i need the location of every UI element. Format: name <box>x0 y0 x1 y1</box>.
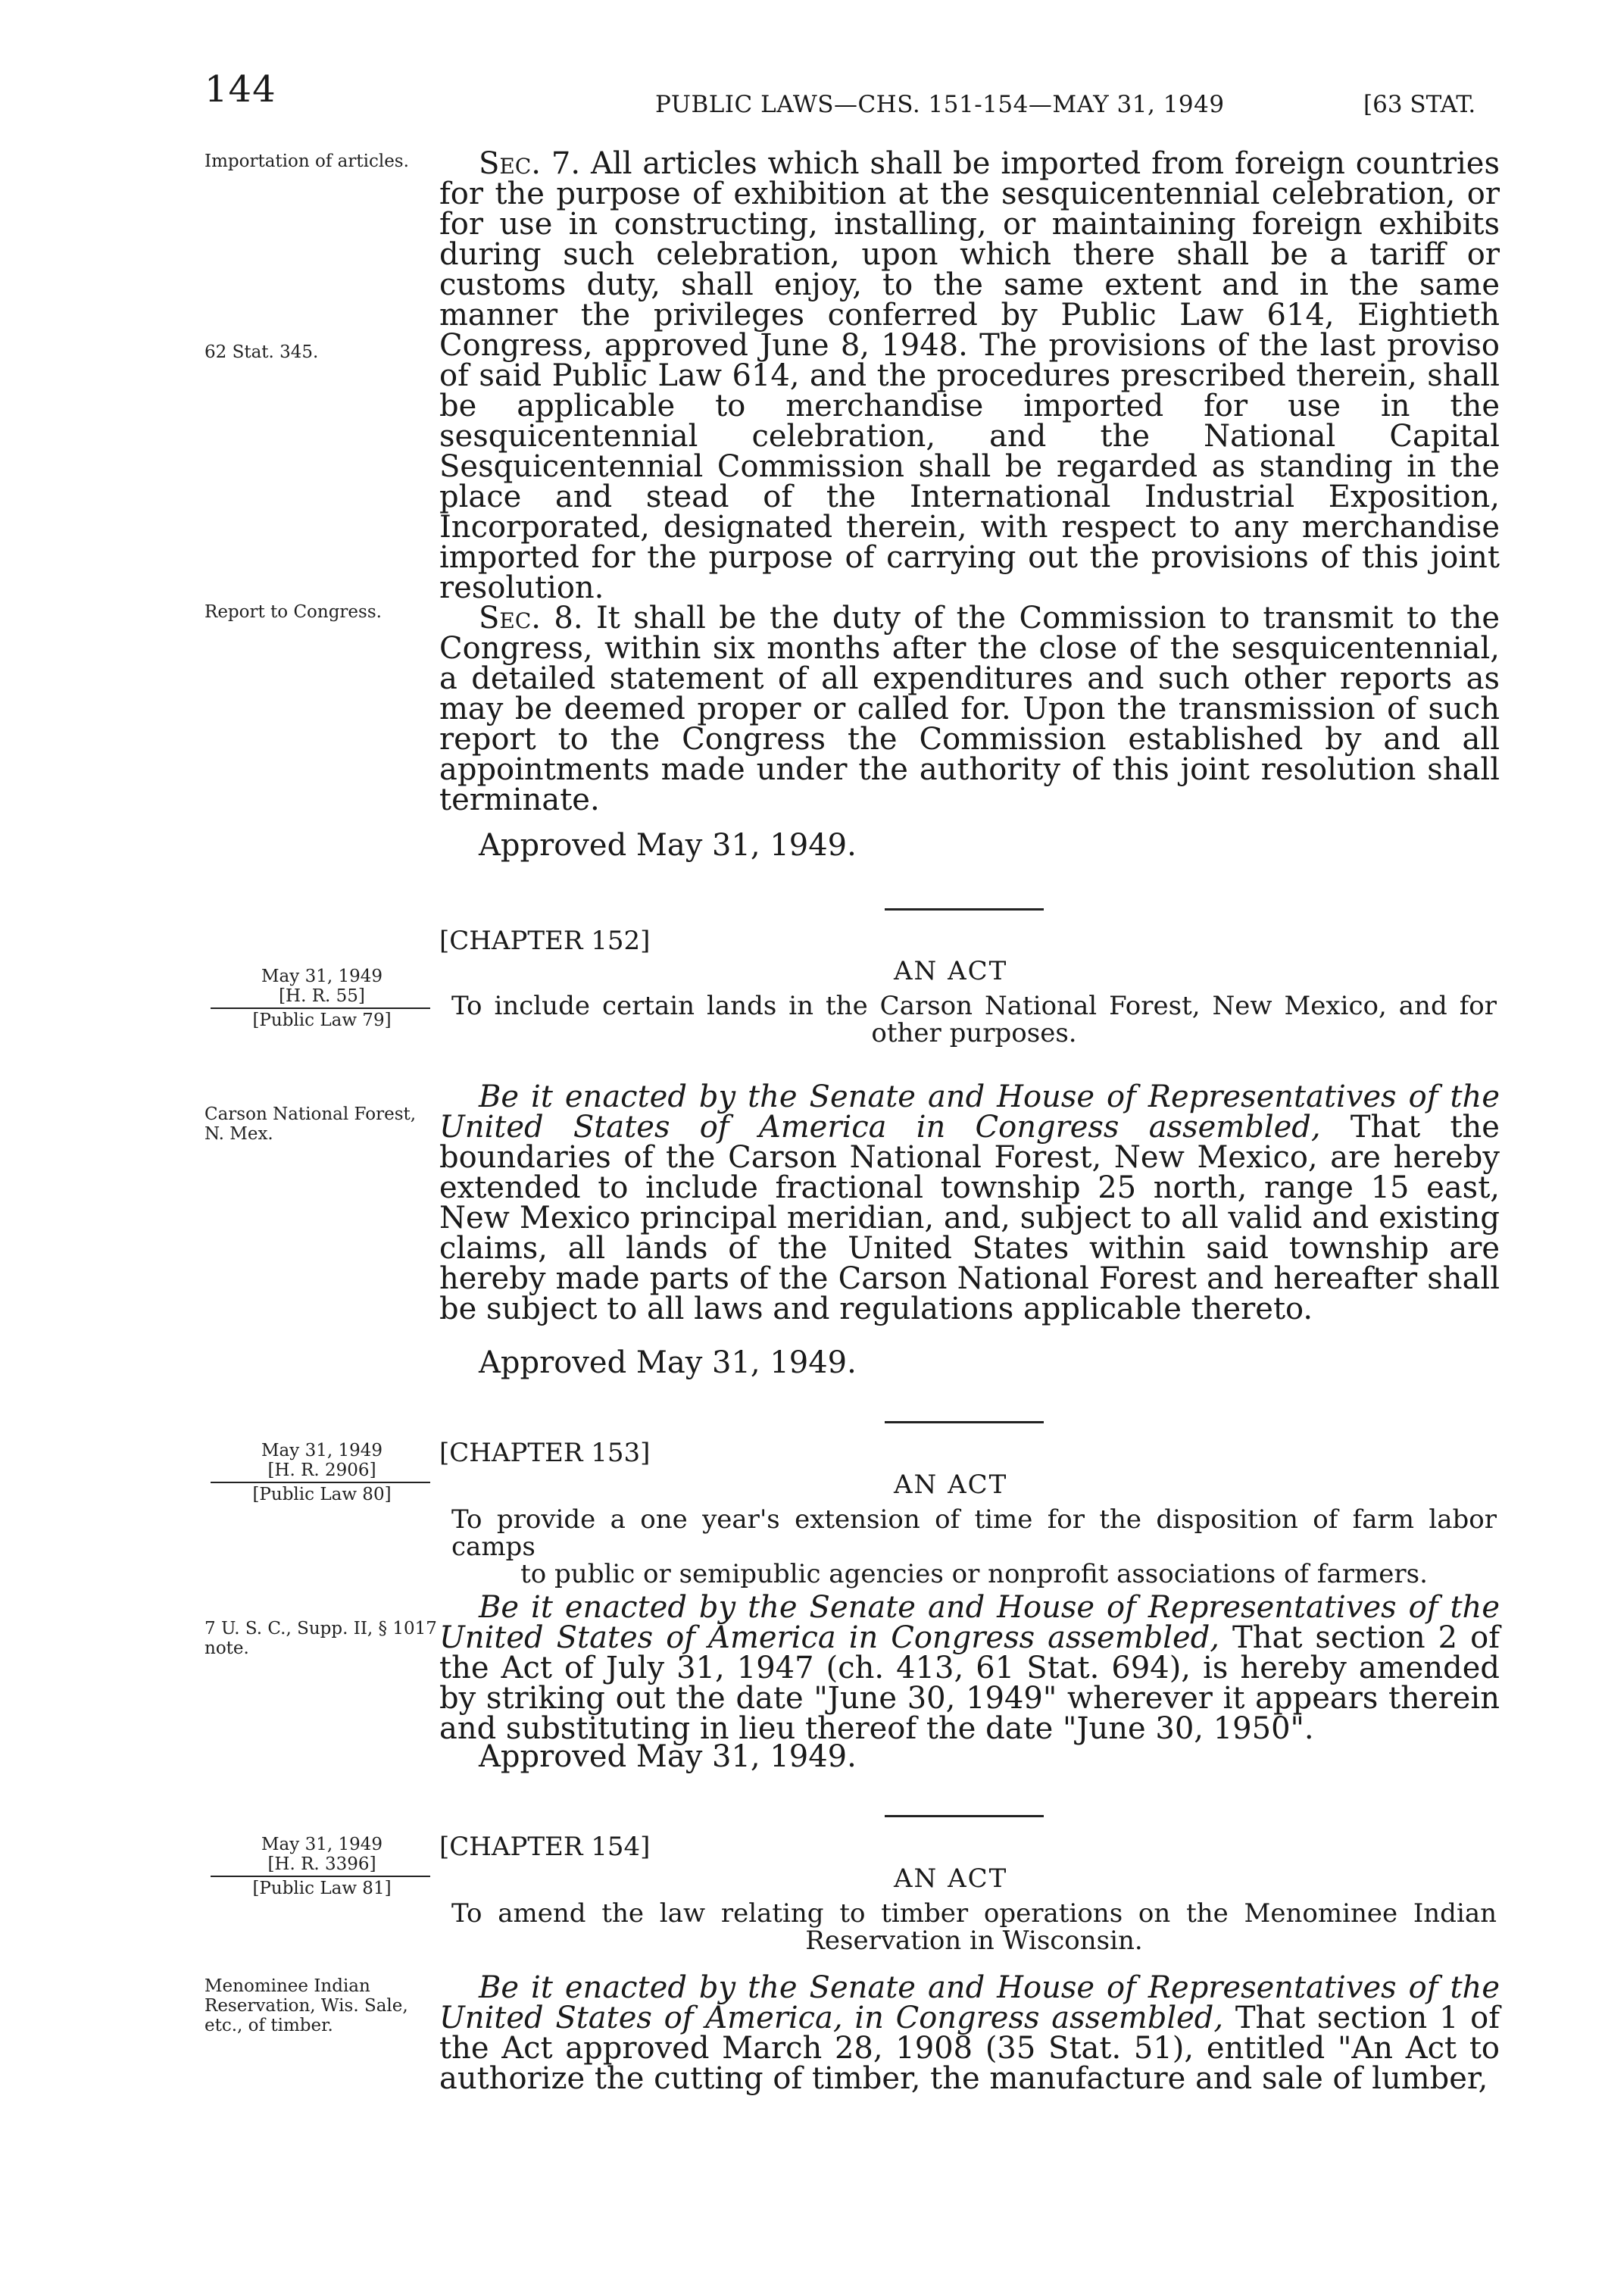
volume-reference: [63 STAT. <box>1363 91 1476 118</box>
chapter-152-purpose <box>451 992 1497 1047</box>
section-8 <box>439 603 1500 815</box>
chapter-152-text: That the boundaries of the Carson National Forest, New Mexico, are hereby extended to include fractional township 25 north, range 15 east, New Mexico principal meridian, and, subject to all valid and existing claims, all lands of the United States within said township are hereby made parts of the Carson National Forest and hereafter shall be subject to all laws and regulations applicable thereto. <box>439 1110 1500 1326</box>
chapter-154-purpose <box>451 1900 1497 1954</box>
ch152-citation-rule <box>211 1007 430 1009</box>
chapter-153-heading: [CHAPTER 153] <box>439 1438 651 1468</box>
chapter-154-purpose-lead: To amend the law relating to timber operations on the Menominee Indian <box>451 1898 1497 1929</box>
margin-ch152-citation <box>205 967 439 1030</box>
chapter-153-body <box>439 1592 1500 1744</box>
chapter-154-purpose-tail: Reservation in Wisconsin. <box>805 1926 1143 1956</box>
chapter-153-an-act: AN ACT <box>894 1470 1008 1500</box>
running-head: PUBLIC LAWS—CHS. 151-154—MAY 31, 1949 <box>655 91 1225 118</box>
approved-chapter-152: Approved May 31, 1949. <box>479 1345 857 1380</box>
chapter-152-enacting-clause: Be it enacted by the Senate and House of Representatives of the United States of America in Congress assembled, <box>439 1079 1500 1145</box>
ch153-bill: [H. R. 2906] <box>267 1460 376 1480</box>
ch154-bill: [H. R. 3396] <box>267 1854 376 1874</box>
ch154-citation-rule <box>211 1876 430 1877</box>
chapter-153-enacting-clause: Be it enacted by the Senate and House of Representatives of the United States of America in Congress assembled, <box>439 1590 1500 1655</box>
page-number: 144 <box>205 68 276 111</box>
chapter-153-text: That section 2 of the Act of July 31, 1947 (ch. 413, 61 Stat. 694), is hereby amended by striking out the date "June 30, 1949" wherever it appears therein and substituting in lieu thereof the date "June 30, 1950". <box>439 1620 1500 1746</box>
margin-note-importation: Importation of articles. <box>205 152 409 171</box>
chapter-154-enacting-clause: Be it enacted by the Senate and House of Representatives of the United States of America, in Congress assembled, <box>439 1970 1500 2035</box>
section-7-8-block <box>439 148 1500 815</box>
chapter-152-purpose-tail: other purposes. <box>871 1018 1077 1048</box>
chapter-152-purpose-lead: To include certain lands in the Carson National Forest, New Mexico, and for <box>451 991 1497 1021</box>
approved-chapter-153: Approved May 31, 1949. <box>479 1739 857 1774</box>
approved-chapter-151: Approved May 31, 1949. <box>479 828 857 863</box>
margin-ch154-citation <box>205 1835 439 1898</box>
chapter-152-an-act: AN ACT <box>894 956 1008 986</box>
ch154-date: May 31, 1949 <box>261 1835 383 1854</box>
chapter-152-separator <box>885 908 1044 911</box>
section-7 <box>439 148 1500 603</box>
margin-note-menominee: Menominee Indian Reservation, Wis. Sale, etc., of timber. <box>205 1976 408 2035</box>
chapter-154-separator <box>885 1815 1044 1817</box>
chapter-153-purpose <box>451 1506 1497 1588</box>
margin-note-usc: 7 U. S. C., Supp. II, § 1017 note. <box>205 1619 437 1658</box>
chapter-154-heading: [CHAPTER 154] <box>439 1832 651 1862</box>
ch152-bill: [H. R. 55] <box>279 986 365 1006</box>
chapter-154-body <box>439 1970 1500 2096</box>
section-8-text: It shall be the duty of the Commission to transmit to the Congress, within six months after the close of the sesquicentennial, a detailed statement of all expenditures and such other reports as may be deemed proper or called for. Upon the transmission of such report to the Congress the Commission established by and all appointments made under the authority of this joint resolution shall terminate. <box>439 601 1500 817</box>
ch152-date: May 31, 1949 <box>261 967 383 986</box>
chapter-154-text: That section 1 of the Act approved March 28, 1908 (35 Stat. 51), entitled "An Act to authorize the cutting of timber, the manufacture and sale of lumber, <box>439 2001 1500 2096</box>
ch154-public-law: [Public Law 81] <box>252 1879 392 1898</box>
margin-note-carson: Carson National Forest, N. Mex. <box>205 1104 417 1144</box>
section-7-text: All articles which shall be imported from foreign countries for the purpose of exhibition at the sesquicentennial celebration, or for use in constructing, installing, or maintaining foreign exhibits during such celebration, upon which there shall be a tariff or customs duty, shall enjoy, to the same extent and in the same manner the privileges conferred by Public Law 614, Eightieth Congress, approved June 8, 1948. The provisions of the last proviso of said Public Law 614, and the procedures prescribed therein, shall be applicable to merchandise imported for use in the sesquicentennial celebration, and the National Capital Sesquicentennial Commission shall be regarded as standing in the place and stead of the International Industrial Exposition, Incorporated, designated therein, with respect to any merchandise imported for the purpose of carrying out the provisions of this joint resolution. <box>439 146 1500 605</box>
margin-ch153-citation <box>205 1441 439 1504</box>
chapter-153-purpose-lead: To provide a one year's extension of time for the disposition of farm labor camps <box>451 1504 1497 1562</box>
chapter-152-heading: [CHAPTER 152] <box>439 926 651 956</box>
ch152-public-law: [Public Law 79] <box>252 1011 392 1030</box>
section-7-label: Sec. 7. <box>479 146 581 181</box>
chapter-152-body <box>439 1079 1500 1326</box>
chapter-153-purpose-tail: to public or semipublic agencies or nonprofit associations of farmers. <box>520 1559 1428 1589</box>
ch153-public-law: [Public Law 80] <box>252 1485 392 1504</box>
section-8-label: Sec. 8. <box>479 601 583 636</box>
ch153-citation-rule <box>211 1482 430 1483</box>
margin-note-report: Report to Congress. <box>205 602 382 622</box>
ch153-date: May 31, 1949 <box>261 1441 383 1460</box>
margin-note-stat-345: 62 Stat. 345. <box>205 342 319 362</box>
chapter-154-an-act: AN ACT <box>894 1863 1008 1894</box>
chapter-153-separator <box>885 1421 1044 1423</box>
